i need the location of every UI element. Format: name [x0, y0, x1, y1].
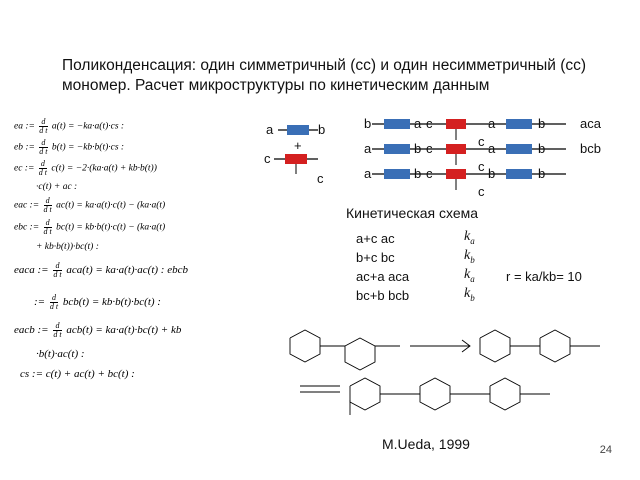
- equation-eb: eb := $\frac{d}{\text{d t}}$ b(t) = −kb·b(t)·cs :: [14, 138, 125, 156]
- equation-eac: eac := $\frac{d}{\text{d t}}$ ac(t) = ka·a(t)·c(t) − (ka·a(t): [14, 196, 166, 214]
- product-1-c: c: [478, 134, 485, 149]
- equation-ebc: ebc := $\frac{d}{\text{d t}}$ bc(t) = kb·b(t)·c(t) − (ka·a(t): [14, 218, 166, 236]
- product-2-right-b: b: [538, 141, 546, 156]
- blue-block: [287, 125, 309, 135]
- product-3-mid-left: b: [414, 166, 422, 181]
- product-3-right-a: b: [488, 166, 496, 181]
- product-3-right-b: b: [538, 166, 546, 181]
- equation-eacb-cont: ·b(t)·ac(t) :: [36, 348, 85, 360]
- equation-eacb: eacb := $\frac{d}{\text{d t}}$ acb(t) = ka·a(t)·bc(t) + kb: [14, 321, 182, 339]
- monomer-label-b: b: [318, 122, 326, 137]
- equation-ebcb: := $\frac{d}{\text{d t}}$ bcb(t) = kb·b(t)·bc(t) :: [34, 293, 161, 311]
- product-1-right-b: b: [538, 116, 546, 131]
- monomer-label-c: c: [264, 151, 271, 166]
- equation-ebc-cont: + kb·b(t))·bc(t) :: [36, 242, 99, 252]
- scheme-reaction-2: b+c bc: [356, 250, 395, 265]
- scheme-reaction-3: ac+a aca: [356, 269, 410, 284]
- product-2-name: bcb: [580, 141, 601, 156]
- product-1-name: aca: [580, 116, 601, 131]
- slide-title: Поликонденсация: один симметричный (сс) и один несимметричный (сс) мономер. Расчет микроструктуры по кинетическим данным: [62, 57, 587, 94]
- equation-ea: ea := $\frac{d}{\text{d t}}$ a(t) = −ka·a(t)·cs :: [14, 117, 125, 135]
- scheme-k-2: $k_b$: [464, 248, 475, 265]
- rate-ratio: r = ka/kb= 10: [506, 269, 582, 284]
- product-2-mid-left: b: [414, 141, 422, 156]
- equation-cs: cs := c(t) + ac(t) + bc(t) :: [20, 368, 135, 380]
- structural-formula: [290, 330, 600, 415]
- product-2-c: c: [478, 159, 485, 174]
- product-1-mid-right: c: [426, 116, 433, 131]
- product-1-left: b: [364, 116, 372, 131]
- equation-ec: ec := $\frac{d}{\text{d t}}$ c(t) = −2·(ka·a(t) + kb·b(t)): [14, 159, 157, 177]
- product-2-left: a: [364, 141, 372, 156]
- monomer-label-a: a: [266, 122, 274, 137]
- product-3-left: a: [364, 166, 372, 181]
- equation-eaca: eaca := $\frac{d}{\text{d t}}$ aca(t) = ka·a(t)·ac(t) : ebcb: [14, 261, 188, 279]
- page-number: 24: [599, 444, 612, 456]
- scheme-k-4: $k_b$: [464, 286, 475, 303]
- scheme-reaction-4: bc+b bcb: [356, 288, 410, 303]
- product-3-c: c: [478, 184, 485, 199]
- scheme-k-3: $k_a$: [464, 267, 475, 284]
- product-1-mid-left: a: [414, 116, 422, 131]
- equation-ec-cont: ·c(t) + ac :: [36, 182, 78, 192]
- product-2-right-a: a: [488, 141, 496, 156]
- product-1-right-a: a: [488, 116, 496, 131]
- scheme-reaction-1: a+c ac: [356, 231, 395, 246]
- monomer-label-c2: c: [317, 171, 324, 186]
- citation: M.Ueda, 1999: [382, 436, 470, 452]
- scheme-title: Кинетическая схема: [346, 205, 479, 221]
- plus-sign: +: [294, 138, 302, 153]
- scheme-k-1: $k_a$: [464, 229, 475, 246]
- product-2-mid-right: c: [426, 141, 433, 156]
- red-block: [285, 154, 307, 164]
- product-3-mid-right: c: [426, 166, 433, 181]
